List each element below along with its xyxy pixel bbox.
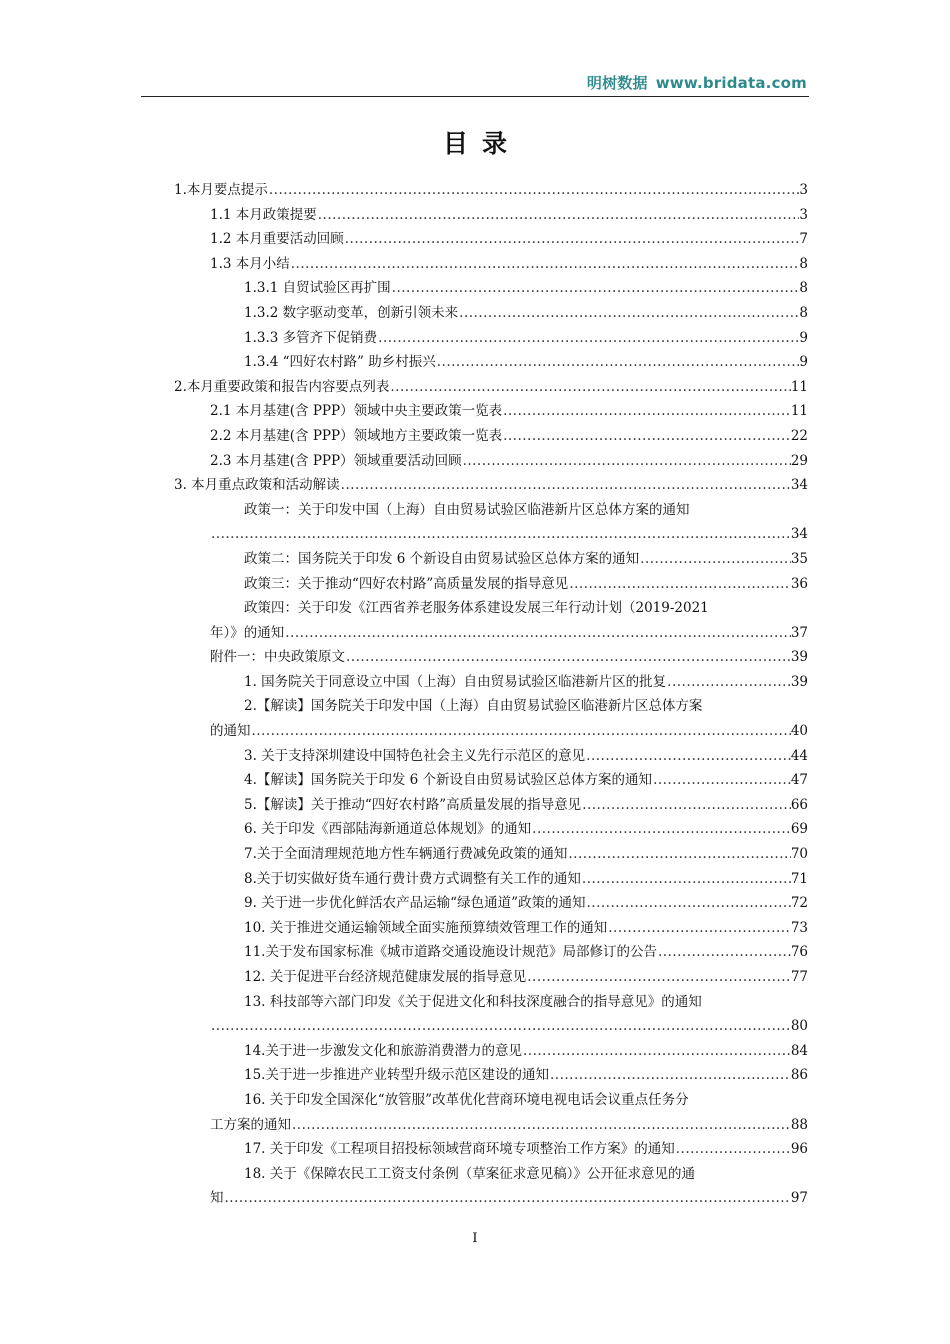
toc-entry[interactable] — [174, 178, 808, 203]
toc-entry[interactable] — [174, 1088, 808, 1137]
toc-leader-dots — [317, 203, 800, 228]
toc-leader-dots — [581, 867, 791, 892]
toc-leader-dots — [526, 965, 791, 990]
toc-line — [174, 424, 808, 449]
toc-entry[interactable] — [174, 867, 808, 892]
toc-line — [174, 350, 808, 375]
toc-entry[interactable] — [174, 744, 808, 769]
toc-line — [174, 449, 808, 474]
toc-page-number: 34 — [790, 526, 808, 543]
toc-entry-title: 1.3.2 数字驱动变革，创新引领未来 — [244, 304, 459, 321]
page-title: 目录 — [442, 129, 521, 158]
toc-entry-title: 1.2 本月重要活动回顾 — [210, 231, 344, 248]
toc-line — [174, 522, 808, 547]
toc-entry[interactable] — [174, 375, 808, 400]
toc-leader-dots — [502, 424, 791, 449]
toc-page-number: 76 — [790, 944, 808, 961]
toc-leader-dots — [391, 276, 800, 301]
toc-entry-title: 14.关于进一步激发文化和旅游消费潜力的意见 — [244, 1042, 522, 1059]
toc-page-number: 3 — [799, 206, 808, 223]
toc-entry[interactable] — [174, 203, 808, 228]
toc-leader-dots — [291, 1113, 791, 1138]
toc-entry-title-line1: 2.【解读】国务院关于印发中国（上海）自由贸易试验区临港新片区总体方案 — [244, 698, 703, 715]
toc-leader-dots — [458, 301, 799, 326]
toc-entry-title: 10. 关于推进交通运输领域全面实施预算绩效管理工作的通知 — [244, 919, 608, 936]
toc-leader-dots — [585, 891, 790, 916]
toc-entry-title-line1: 政策四：关于印发《江西省养老服务体系建设发展三年行动计划（2019-2021 — [244, 600, 709, 617]
toc-page-number: 7 — [799, 231, 808, 248]
toc-leader-dots — [675, 1137, 791, 1162]
toc-leader-dots — [210, 1014, 791, 1039]
toc-entry-title: 年）》的通知 — [210, 624, 285, 641]
toc-page-number: 35 — [790, 550, 808, 567]
toc-page-number: 22 — [790, 427, 808, 444]
toc-leader-dots — [290, 252, 800, 277]
toc-entry[interactable] — [174, 424, 808, 449]
toc-leader-dots — [462, 449, 791, 474]
toc-entry[interactable] — [174, 1162, 808, 1211]
table-of-contents — [174, 178, 808, 1211]
toc-page-number: 8 — [799, 280, 808, 297]
toc-leader-dots — [568, 572, 791, 597]
toc-leader-dots — [345, 645, 791, 670]
toc-entry[interactable] — [174, 891, 808, 916]
toc-entry-title: 2.2 本月基建(含 PPP）领域地方主要政策一览表 — [210, 427, 503, 444]
toc-page-number: 11 — [790, 403, 808, 420]
toc-entry-title: 8.关于切实做好货车通行费计费方式调整有关工作的通知 — [244, 870, 581, 887]
toc-page-number: 73 — [790, 919, 808, 936]
toc-entry-title: 知 — [210, 1190, 224, 1207]
toc-entry-title: 工方案的通知 — [210, 1116, 291, 1133]
toc-line — [174, 645, 808, 670]
toc-entry-title: 2.3 本月基建(含 PPP）领域重要活动回顾 — [210, 452, 462, 469]
toc-leader-dots — [251, 719, 791, 744]
toc-page-number: 34 — [790, 477, 808, 494]
toc-page-number: 86 — [790, 1067, 808, 1084]
toc-entry[interactable] — [174, 572, 808, 597]
toc-line — [174, 1186, 808, 1211]
toc-page-number: 36 — [790, 575, 808, 592]
toc-entry-title: 3. 本月重点政策和活动解读 — [174, 477, 340, 494]
toc-leader-dots — [567, 842, 790, 867]
toc-line — [174, 301, 808, 326]
toc-page-number: 8 — [799, 304, 808, 321]
toc-entry-title: 11.关于发布国家标准《城市道路交通设施设计规范》局部修订的公告 — [244, 944, 657, 961]
toc-leader-dots — [436, 350, 800, 375]
toc-page-number: 77 — [790, 969, 808, 985]
toc-entry[interactable] — [174, 916, 808, 941]
toc-leader-dots — [607, 916, 791, 941]
toc-leader-dots — [666, 670, 791, 695]
toc-leader-dots — [340, 473, 791, 498]
toc-page-number: 9 — [799, 354, 808, 371]
toc-line — [174, 867, 808, 892]
toc-line — [174, 744, 808, 769]
toc-leader-dots — [522, 1039, 791, 1064]
toc-leader-dots — [639, 547, 791, 572]
toc-line — [174, 719, 808, 744]
toc-line — [174, 1137, 808, 1162]
toc-leader-dots — [268, 178, 800, 203]
toc-entry[interactable] — [174, 768, 808, 793]
toc-line — [174, 621, 808, 646]
toc-entry[interactable] — [174, 645, 808, 670]
toc-line — [174, 1113, 808, 1138]
toc-leader-dots — [210, 522, 791, 547]
toc-line — [174, 842, 808, 867]
toc-line — [174, 572, 808, 597]
toc-entry-title: 1. 国务院关于同意设立中国（上海）自由贸易试验区临港新片区的批复 — [244, 673, 667, 690]
toc-leader-dots — [531, 817, 791, 842]
toc-page-number: 29 — [790, 452, 808, 469]
toc-entry[interactable] — [174, 1039, 808, 1064]
toc-entry[interactable] — [174, 940, 808, 965]
toc-line — [174, 276, 808, 301]
toc-leader-dots — [502, 399, 791, 424]
toc-page-number: 66 — [790, 796, 808, 813]
toc-entry-title: 3. 关于支持深圳建设中国特色社会主义先行示范区的意见 — [244, 747, 586, 764]
toc-entry[interactable] — [174, 817, 808, 842]
toc-entry[interactable] — [174, 694, 808, 743]
brand-header — [587, 72, 807, 93]
toc-entry-title: 12. 关于促进平台经济规范健康发展的指导意见 — [244, 969, 527, 985]
toc-page-number: 11 — [790, 378, 808, 395]
toc-entry-title: 政策二：国务院关于印发 6 个新设自由贸易试验区总体方案的通知 — [244, 550, 640, 567]
toc-entry-title: 15.关于进一步推进产业转型升级示范区建设的通知 — [244, 1067, 549, 1084]
toc-entry-title: 5.【解读】关于推动“四好农村路”高质量发展的指导意见 — [244, 796, 582, 813]
toc-leader-dots — [284, 621, 791, 646]
toc-entry[interactable] — [174, 252, 808, 277]
toc-entry-title: 6. 关于印发《西部陆海新通道总体规划》的通知 — [244, 821, 532, 838]
toc-entry-title-line1: 18. 关于《保障农民工工资支付条例（草案征求意见稿）》公开征求意见的通 — [244, 1165, 696, 1182]
brand-url[interactable]: www.bridata.com — [655, 74, 807, 92]
toc-entry-title: 4.【解读】国务院关于印发 6 个新设自由贸易试验区总体方案的通知 — [244, 772, 653, 789]
toc-entry-title: 的通知 — [210, 723, 251, 740]
toc-page-number: 44 — [790, 747, 808, 764]
toc-line — [174, 1039, 808, 1064]
toc-leader-dots — [652, 768, 791, 793]
toc-line — [174, 227, 808, 252]
header-divider — [141, 96, 809, 97]
toc-page-number: 72 — [790, 895, 808, 912]
toc-page-number: 69 — [790, 821, 808, 838]
toc-page-number: 70 — [790, 846, 808, 863]
toc-entry-title-line1: 13. 科技部等六部门印发《关于促进文化和科技深度融合的指导意见》的通知 — [244, 993, 702, 1010]
toc-entry[interactable] — [174, 547, 808, 572]
toc-line — [174, 473, 808, 498]
toc-leader-dots — [224, 1186, 791, 1211]
toc-entry[interactable] — [174, 227, 808, 252]
toc-page-number: 84 — [790, 1042, 808, 1059]
toc-line — [174, 399, 808, 424]
toc-entry[interactable] — [174, 498, 808, 547]
toc-entry[interactable] — [174, 990, 808, 1039]
toc-line — [174, 1063, 808, 1088]
toc-line — [174, 940, 808, 965]
toc-entry-title: 1.本月要点提示 — [174, 182, 268, 198]
toc-leader-dots — [344, 227, 800, 252]
toc-entry[interactable] — [174, 399, 808, 424]
toc-entry-title: 2.1 本月基建(含 PPP）领域中央主要政策一览表 — [210, 403, 503, 420]
toc-entry-title: 17. 关于印发《工程项目招投标领域营商环境专项整治工作方案》的通知 — [244, 1141, 675, 1158]
toc-entry[interactable] — [174, 449, 808, 474]
toc-entry[interactable] — [174, 350, 808, 375]
toc-page-number: 39 — [790, 673, 808, 690]
toc-line — [174, 891, 808, 916]
toc-leader-dots — [585, 744, 791, 769]
toc-page-number: 71 — [790, 870, 808, 887]
toc-entry-title: 1.3.4 “四好农村路” 助乡村振兴 — [244, 354, 436, 371]
toc-entry[interactable] — [174, 1063, 808, 1088]
toc-page-number: 40 — [790, 723, 808, 740]
toc-entry[interactable] — [174, 965, 808, 990]
toc-leader-dots — [657, 940, 791, 965]
toc-page-number: 39 — [790, 649, 808, 666]
toc-line — [174, 547, 808, 572]
toc-entry[interactable] — [174, 670, 808, 695]
toc-entry-title-line1: 16. 关于印发全国深化“放管服”改革优化营商环境电视电话会议重点任务分 — [244, 1091, 689, 1108]
toc-entry-title: 9. 关于进一步优化鲜活农产品运输“绿色通道”政策的通知 — [244, 895, 586, 912]
toc-line — [174, 203, 808, 228]
toc-entry-title: 1.3.1 自贸试验区再扩围 — [244, 280, 391, 297]
toc-entry[interactable] — [174, 301, 808, 326]
toc-line — [174, 768, 808, 793]
toc-entry-title: 1.3.3 多管齐下促销费 — [244, 329, 378, 346]
toc-entry-title: 1.1 本月政策提要 — [210, 206, 317, 223]
toc-entry-title: 附件一：中央政策原文 — [210, 649, 345, 666]
toc-line — [174, 817, 808, 842]
toc-page-number: 88 — [790, 1116, 808, 1133]
toc-line — [174, 1014, 808, 1039]
toc-page-number: 47 — [790, 772, 808, 789]
toc-entry[interactable] — [174, 596, 808, 645]
toc-entry-title-line1: 政策一：关于印发中国（上海）自由贸易试验区临港新片区总体方案的通知 — [244, 501, 690, 518]
brand-name: 明树数据 — [586, 74, 648, 92]
toc-entry[interactable] — [174, 473, 808, 498]
toc-leader-dots — [389, 375, 790, 400]
toc-line — [174, 670, 808, 695]
toc-line — [174, 965, 808, 990]
toc-entry[interactable] — [174, 793, 808, 818]
toc-entry-title: 政策三：关于推动“四好农村路”高质量发展的指导意见 — [244, 575, 569, 592]
toc-leader-dots — [581, 793, 791, 818]
toc-page-number: 9 — [799, 329, 808, 346]
toc-line — [174, 916, 808, 941]
toc-line — [174, 178, 808, 203]
toc-entry[interactable] — [174, 842, 808, 867]
toc-entry[interactable] — [174, 276, 808, 301]
toc-page-number: 3 — [799, 182, 808, 198]
page-number: I — [472, 1231, 478, 1246]
toc-page-number: 97 — [790, 1190, 808, 1207]
toc-line — [174, 252, 808, 277]
toc-leader-dots — [549, 1063, 791, 1088]
toc-entry-title: 1.3 本月小结 — [210, 255, 290, 272]
toc-page-number: 96 — [790, 1141, 808, 1158]
toc-entry-title: 2.本月重要政策和报告内容要点列表 — [174, 378, 390, 395]
toc-entry[interactable] — [174, 326, 808, 351]
toc-page-number: 8 — [799, 255, 808, 272]
toc-line — [174, 375, 808, 400]
toc-line — [174, 793, 808, 818]
toc-line — [174, 326, 808, 351]
toc-page-number: 80 — [790, 1018, 808, 1035]
toc-entry-title: 7.关于全面清理规范地方性车辆通行费减免政策的通知 — [244, 846, 568, 863]
toc-leader-dots — [377, 326, 799, 351]
toc-entry[interactable] — [174, 1137, 808, 1162]
toc-page-number: 37 — [790, 624, 808, 641]
